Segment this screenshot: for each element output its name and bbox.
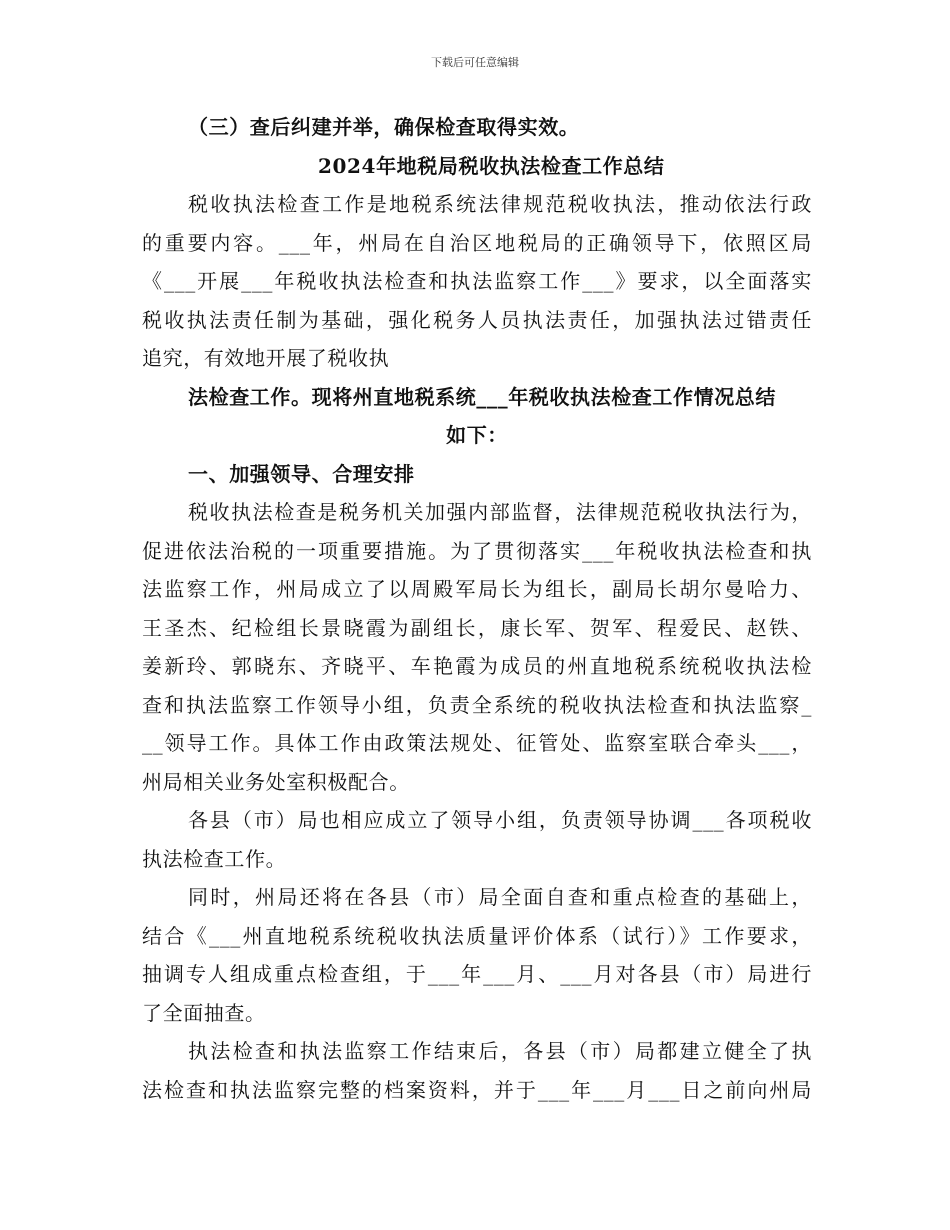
text-line: __领导工作。具体工作由政策法规处、征管处、监察室联合牵头___， xyxy=(142,731,812,755)
text-line: 姜新玲、郭晓东、齐晓平、车艳霞为成员的州直地税系统税收执法检 xyxy=(142,654,812,678)
text-line: 如下： xyxy=(446,423,508,447)
text-line: 《___开展___年税收执法检查和执法监察工作___》要求，以全面落实 xyxy=(142,269,812,293)
text-line: 州局相关业务处室积极配合。 xyxy=(142,769,410,794)
text-line: 促进依法治税的一项重要措施。为了贯彻落实___年税收执法检查和执 xyxy=(142,538,812,563)
text-line: 追究，有效地开展了税收执 xyxy=(142,346,390,370)
text-line: 法监察工作，州局成立了以周殿军局长为组长，副局长胡尔曼哈力、 xyxy=(142,577,812,601)
text-line: （三）查后纠建并举，确保检查取得实效。 xyxy=(188,115,580,139)
text-line: 2024年地税局税收执法检查工作总结 xyxy=(318,153,665,178)
text-line: 税收执法检查是税务机关加强内部监督，法律规范税收执法行为， xyxy=(188,500,812,524)
text-line: 查和执法监察工作领导小组，负责全系统的税收执法检查和执法监察_ xyxy=(142,692,812,717)
text-line: 一、加强领导、合理安排 xyxy=(188,461,415,486)
text-line: 同时，州局还将在各县（市）局全面自查和重点检查的基础上， xyxy=(188,885,812,909)
text-line: 结合《___州直地税系统税收执法质量评价体系（试行）》工作要求， xyxy=(142,923,812,948)
text-line: 执法检查和执法监察工作结束后，各县（市）局都建立健全了执 xyxy=(188,1039,812,1063)
text-line: 税收执法检查工作是地税系统法律规范税收执法，推动依法行政 xyxy=(188,192,812,216)
text-line: 法检查和执法监察完整的档案资料，并于___年___月___日之前向州局 xyxy=(142,1077,812,1102)
text-line: 抽调专人组成重点检查组，于___年___月、___月对各县（市）局进行 xyxy=(142,962,812,986)
text-line: 法检查工作。现将州直地税系统___年税收执法检查工作情况总结 xyxy=(188,384,776,409)
text-line: 王圣杰、纪检组长景晓霞为副组长，康长军、贺军、程爱民、赵铁、 xyxy=(142,615,812,640)
text-line: 执法检查工作。 xyxy=(142,846,287,871)
text-line: 税收执法责任制为基础，强化税务人员执法责任，加强执法过错责任 xyxy=(142,307,812,332)
page-header-note: 下载后可任意编辑 xyxy=(431,56,519,69)
text-line: 了全面抽查。 xyxy=(142,1000,266,1025)
text-line: 各县（市）局也相应成立了领导小组，负责领导协调___各项税收 xyxy=(188,808,812,832)
document-body xyxy=(142,108,812,1109)
text-line: 的重要内容。___年，州局在自治区地税局的正确领导下，依照区局 xyxy=(142,230,812,255)
